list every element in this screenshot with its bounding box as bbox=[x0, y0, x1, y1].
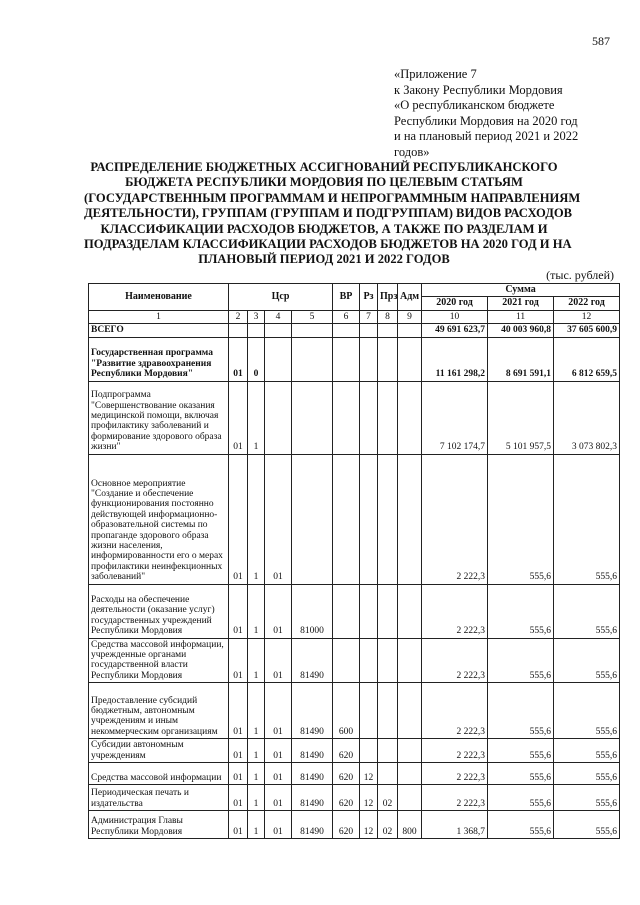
rz-code bbox=[360, 584, 378, 638]
csr-subprogram: 1 bbox=[248, 381, 265, 454]
table-row bbox=[89, 638, 620, 683]
csr-activity bbox=[265, 324, 292, 337]
csr-activity: 01 bbox=[265, 739, 292, 763]
csr-program: 01 bbox=[229, 454, 248, 584]
rz-code: 12 bbox=[360, 811, 378, 839]
column-number: 8 bbox=[378, 310, 398, 323]
adm-code bbox=[398, 324, 422, 337]
adm-code bbox=[398, 638, 422, 683]
column-number: 9 bbox=[398, 310, 422, 323]
units-label: (тыс. рублей) bbox=[546, 268, 614, 282]
column-number: 11 bbox=[488, 310, 554, 323]
table-row bbox=[89, 785, 620, 811]
row-name: Государственная программа "Развитие здравоохранения Республики Мордовия" bbox=[89, 337, 229, 381]
header-name: Наименование bbox=[89, 284, 229, 311]
row-name: Средства массовой информации bbox=[89, 763, 229, 785]
header-adm: Адм bbox=[398, 284, 422, 311]
csr-direction: 81490 bbox=[292, 763, 333, 785]
vr-code bbox=[333, 381, 360, 454]
csr-direction: 81490 bbox=[292, 811, 333, 839]
table-row bbox=[89, 739, 620, 763]
table-row bbox=[89, 337, 620, 381]
csr-program: 01 bbox=[229, 739, 248, 763]
csr-activity: 01 bbox=[265, 683, 292, 739]
adm-code: 800 bbox=[398, 811, 422, 839]
csr-subprogram: 1 bbox=[248, 739, 265, 763]
row-name: Средства массовой информации, учрежденные органами государственной власти Республики Мордовия bbox=[89, 638, 229, 683]
table-row bbox=[89, 381, 620, 454]
amount-2021: 8 691 591,1 bbox=[488, 337, 554, 381]
amount-2020: 49 691 623,7 bbox=[422, 324, 488, 337]
csr-activity: 01 bbox=[265, 638, 292, 683]
prz-code bbox=[378, 337, 398, 381]
column-number: 10 bbox=[422, 310, 488, 323]
adm-code bbox=[398, 337, 422, 381]
vr-code bbox=[333, 638, 360, 683]
rz-code bbox=[360, 638, 378, 683]
adm-code bbox=[398, 683, 422, 739]
rz-code: 12 bbox=[360, 785, 378, 811]
csr-program: 01 bbox=[229, 638, 248, 683]
table-row bbox=[89, 324, 620, 337]
appendix-line: годов» bbox=[394, 144, 430, 159]
amount-2021: 40 003 960,8 bbox=[488, 324, 554, 337]
amount-2022: 555,6 bbox=[554, 638, 620, 683]
column-number: 1 bbox=[89, 310, 229, 323]
vr-code: 620 bbox=[333, 739, 360, 763]
header-year-2021: 2021 год bbox=[488, 297, 554, 310]
amount-2020: 2 222,3 bbox=[422, 584, 488, 638]
column-number: 6 bbox=[333, 310, 360, 323]
csr-subprogram: 1 bbox=[248, 811, 265, 839]
amount-2022: 555,6 bbox=[554, 454, 620, 584]
csr-program: 01 bbox=[229, 785, 248, 811]
amount-2021: 555,6 bbox=[488, 683, 554, 739]
adm-code bbox=[398, 763, 422, 785]
csr-subprogram: 1 bbox=[248, 683, 265, 739]
vr-code: 620 bbox=[333, 811, 360, 839]
vr-code bbox=[333, 454, 360, 584]
csr-subprogram: 1 bbox=[248, 584, 265, 638]
column-number: 7 bbox=[360, 310, 378, 323]
amount-2021: 555,6 bbox=[488, 785, 554, 811]
prz-code bbox=[378, 381, 398, 454]
csr-activity: 01 bbox=[265, 785, 292, 811]
row-name: Подпрограмма "Совершенствование оказания медицинской помощи, включая профилактику заболеваний и формирование здорового образа жизни" bbox=[89, 381, 229, 454]
row-name: Периодическая печать и издательства bbox=[89, 785, 229, 811]
header-prz: Прз bbox=[378, 284, 398, 311]
csr-activity: 01 bbox=[265, 763, 292, 785]
prz-code bbox=[378, 584, 398, 638]
csr-direction bbox=[292, 381, 333, 454]
table-row bbox=[89, 683, 620, 739]
appendix-line: «О республиканском бюджете bbox=[394, 98, 555, 112]
amount-2021: 555,6 bbox=[488, 763, 554, 785]
table-row bbox=[89, 811, 620, 839]
budget-table bbox=[88, 283, 620, 839]
table-row bbox=[89, 454, 620, 584]
row-name: Предоставление субсидий бюджетным, автономным учреждениям и иным некоммерческим организациям bbox=[89, 683, 229, 739]
column-number: 3 bbox=[248, 310, 265, 323]
amount-2021: 555,6 bbox=[488, 739, 554, 763]
title-line: РАСПРЕДЕЛЕНИЕ БЮДЖЕТНЫХ АССИГНОВАНИЙ РЕСПУБЛИКАНСКОГО bbox=[90, 160, 558, 174]
amount-2020: 2 222,3 bbox=[422, 739, 488, 763]
adm-code bbox=[398, 381, 422, 454]
document-title bbox=[84, 160, 581, 268]
amount-2021: 555,6 bbox=[488, 811, 554, 839]
row-name: ВСЕГО bbox=[89, 324, 229, 337]
csr-subprogram: 0 bbox=[248, 337, 265, 381]
prz-code: 02 bbox=[378, 785, 398, 811]
csr-activity: 01 bbox=[265, 454, 292, 584]
amount-2022: 555,6 bbox=[554, 739, 620, 763]
vr-code bbox=[333, 337, 360, 381]
appendix-line: к Закону Республики Мордовия bbox=[394, 82, 563, 97]
amount-2022: 37 605 600,9 bbox=[554, 324, 620, 337]
csr-activity bbox=[265, 381, 292, 454]
csr-program: 01 bbox=[229, 584, 248, 638]
csr-subprogram: 1 bbox=[248, 638, 265, 683]
csr-program bbox=[229, 324, 248, 337]
prz-code bbox=[378, 638, 398, 683]
amount-2020: 1 368,7 bbox=[422, 811, 488, 839]
csr-subprogram: 1 bbox=[248, 454, 265, 584]
prz-code bbox=[378, 683, 398, 739]
amount-2022: 3 073 802,3 bbox=[554, 381, 620, 454]
adm-code bbox=[398, 785, 422, 811]
table-row bbox=[89, 584, 620, 638]
row-name: Администрация Главы Республики Мордовия bbox=[89, 811, 229, 839]
amount-2022: 555,6 bbox=[554, 763, 620, 785]
prz-code bbox=[378, 454, 398, 584]
vr-code: 620 bbox=[333, 763, 360, 785]
amount-2020: 11 161 298,2 bbox=[422, 337, 488, 381]
prz-code bbox=[378, 739, 398, 763]
csr-activity: 01 bbox=[265, 811, 292, 839]
amount-2020: 7 102 174,7 bbox=[422, 381, 488, 454]
header-vr: ВР bbox=[333, 284, 360, 311]
column-number: 2 bbox=[229, 310, 248, 323]
amount-2020: 2 222,3 bbox=[422, 763, 488, 785]
rz-code bbox=[360, 454, 378, 584]
appendix-note bbox=[394, 67, 624, 160]
csr-direction: 81490 bbox=[292, 785, 333, 811]
rz-code: 12 bbox=[360, 763, 378, 785]
csr-program: 01 bbox=[229, 811, 248, 839]
column-number: 12 bbox=[554, 310, 620, 323]
csr-activity bbox=[265, 337, 292, 381]
appendix-line: и на плановый период 2021 и 2022 bbox=[394, 129, 579, 143]
row-name: Основное мероприятие "Создание и обеспечение функционирования постоянно действующей информационно-образовательной системы по пропаганде здорового образа жизни населения, информированности его о мерах профилактики неинфекционных заболеваний" bbox=[89, 454, 229, 584]
table-row bbox=[89, 763, 620, 785]
title-line: (ГОСУДАРСТВЕННЫМ ПРОГРАММАМ И НЕПРОГРАММНЫМ НАПРАВЛЕНИЯМ bbox=[84, 190, 581, 205]
prz-code bbox=[378, 324, 398, 337]
amount-2020: 2 222,3 bbox=[422, 638, 488, 683]
csr-subprogram: 1 bbox=[248, 785, 265, 811]
header-year-2020: 2020 год bbox=[422, 297, 488, 310]
rz-code bbox=[360, 337, 378, 381]
amount-2021: 5 101 957,5 bbox=[488, 381, 554, 454]
adm-code bbox=[398, 584, 422, 638]
vr-code bbox=[333, 324, 360, 337]
header-rz: Рз bbox=[360, 284, 378, 311]
amount-2020: 2 222,3 bbox=[422, 683, 488, 739]
header-sum: Сумма bbox=[422, 284, 620, 297]
vr-code: 620 bbox=[333, 785, 360, 811]
amount-2021: 555,6 bbox=[488, 638, 554, 683]
adm-code bbox=[398, 739, 422, 763]
csr-program: 01 bbox=[229, 763, 248, 785]
csr-subprogram: 1 bbox=[248, 763, 265, 785]
csr-activity: 01 bbox=[265, 584, 292, 638]
amount-2022: 555,6 bbox=[554, 811, 620, 839]
csr-program: 01 bbox=[229, 683, 248, 739]
rz-code bbox=[360, 381, 378, 454]
amount-2020: 2 222,3 bbox=[422, 454, 488, 584]
csr-direction bbox=[292, 337, 333, 381]
column-number: 5 bbox=[292, 310, 333, 323]
vr-code: 600 bbox=[333, 683, 360, 739]
header-year-2022: 2022 год bbox=[554, 297, 620, 310]
title-line: ПОДРАЗДЕЛАМ КЛАССИФИКАЦИИ РАСХОДОВ БЮДЖЕТОВ НА 2020 ГОД И НА bbox=[84, 237, 572, 252]
amount-2021: 555,6 bbox=[488, 584, 554, 638]
appendix-line: Республики Мордовия на 2020 год bbox=[394, 113, 578, 128]
page-number: 587 bbox=[592, 34, 610, 48]
csr-direction: 81000 bbox=[292, 584, 333, 638]
title-line: ДЕЯТЕЛЬНОСТИ), ГРУППАМ (ГРУППАМ И ПОДГРУППАМ) ВИДОВ РАСХОДОВ bbox=[84, 206, 573, 221]
csr-direction: 81490 bbox=[292, 638, 333, 683]
row-name: Расходы на обеспечение деятельности (оказание услуг) государственных учреждений Республики Мордовия bbox=[89, 584, 229, 638]
prz-code: 02 bbox=[378, 811, 398, 839]
prz-code bbox=[378, 763, 398, 785]
header-csr: Цср bbox=[229, 284, 333, 311]
csr-direction bbox=[292, 454, 333, 584]
csr-direction: 81490 bbox=[292, 739, 333, 763]
column-number-row bbox=[89, 310, 620, 323]
title-line: БЮДЖЕТА РЕСПУБЛИКИ МОРДОВИЯ ПО ЦЕЛЕВЫМ СТАТЬЯМ bbox=[125, 175, 523, 190]
title-line: ПЛАНОВЫЙ ПЕРИОД 2021 И 2022 ГОДОВ bbox=[198, 252, 450, 267]
csr-program: 01 bbox=[229, 337, 248, 381]
rz-code bbox=[360, 683, 378, 739]
appendix-line: «Приложение 7 bbox=[394, 67, 477, 81]
amount-2022: 555,6 bbox=[554, 785, 620, 811]
vr-code bbox=[333, 584, 360, 638]
column-number: 4 bbox=[265, 310, 292, 323]
row-name: Субсидии автономным учреждениям bbox=[89, 739, 229, 763]
csr-program: 01 bbox=[229, 381, 248, 454]
amount-2020: 2 222,3 bbox=[422, 785, 488, 811]
rz-code bbox=[360, 739, 378, 763]
csr-subprogram bbox=[248, 324, 265, 337]
csr-direction bbox=[292, 324, 333, 337]
amount-2021: 555,6 bbox=[488, 454, 554, 584]
csr-direction: 81490 bbox=[292, 683, 333, 739]
adm-code bbox=[398, 454, 422, 584]
amount-2022: 555,6 bbox=[554, 584, 620, 638]
amount-2022: 6 812 659,5 bbox=[554, 337, 620, 381]
title-line: КЛАССИФИКАЦИИ РАСХОДОВ БЮДЖЕТОВ, А ТАКЖЕ ПО РАЗДЕЛАМ И bbox=[100, 221, 548, 236]
rz-code bbox=[360, 324, 378, 337]
amount-2022: 555,6 bbox=[554, 683, 620, 739]
